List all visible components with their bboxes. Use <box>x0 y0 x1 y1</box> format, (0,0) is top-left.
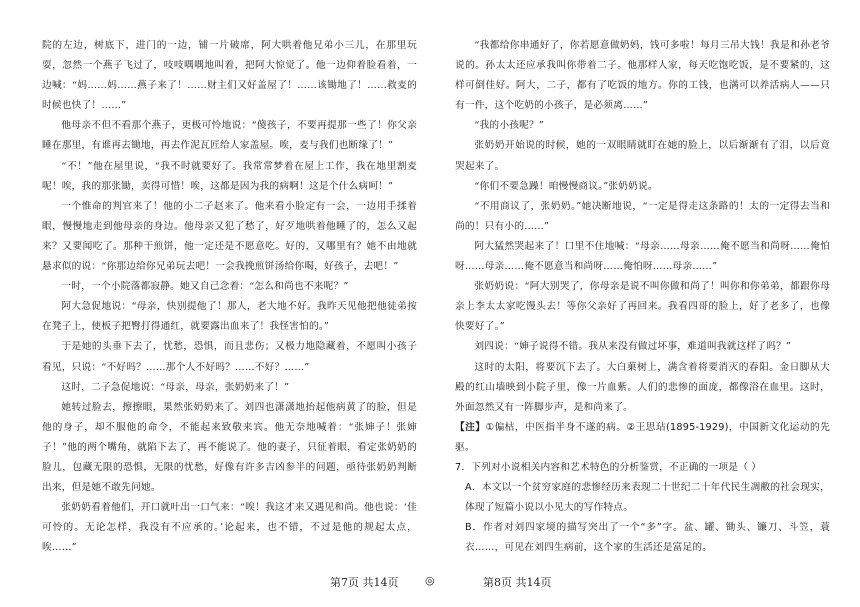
right-paragraph-3: 张奶奶开始说的时候，她的一双眼睛就盯在她的脸上，以后渐渐有了泪，以后竟哭起来了。 <box>455 140 830 172</box>
right-paragraph-1: “我都给你串通好了，你若愿意做奶妈，钱可多啦！每月三吊大钱！我是和孙老爷说的。孙太太还应承我叫你带着二子。他那样人家，每天吃饱吃饭，是不要紧的，这样可倒佳好。阿大，二子，都有了吃饭的地方。你的工钱，也满可以养活病人——只有一件，这个吃奶的小孩子，是必须离……” <box>455 40 830 112</box>
question-7: 7．下列对小说相关内容和艺术特色的分析鉴赏，不正确的一项是（ ） <box>455 461 762 473</box>
footer-page-left: 第7页 共14页 <box>330 576 399 589</box>
right-paragraph-9: 这时的太阳，将要沉下去了。大白菓树上，满含着将要消灭的春阳。金日脚从大殿的红山墙映到小院子里，像一片血紫。人们的悲惨的面庞，都像浴在血里。这时，外面忽然又有一阵脚步声，是和尚来了。 <box>455 361 830 413</box>
left-paragraph-10: 张奶奶看着他们，开口就叶出一口气来：“唉！我这才来又遇见和尚。他也说：‘佳可怜的。无论怎样，我没有不应承的。’论起来，也不错，不过是他的规起太点，唉……” <box>42 502 417 554</box>
note-text: ①偏枯，中医指半身不遂的病。②王思玷(1895-1929)，中国新文化运动的先驱。 <box>455 421 830 453</box>
right-paragraph-2: “我的小孩呢？” <box>474 120 545 132</box>
right-paragraph-7: 张奶奶说：“阿大别哭了，你母亲是说不叫你做和尚了！叫你和你弟弟，都跟你母亲上李太太家吃馒头去！等你父亲好了再回来。我看四哥的脸上，好了老多了，也像快要好了。” <box>455 281 830 333</box>
left-column <box>42 36 417 558</box>
right-paragraph-8: 刘四说：“婶子说得不错。我从来没有做过坏事，难道叫我就这样了吗？” <box>474 341 792 353</box>
footer-center-mark: ◎ <box>425 574 435 587</box>
right-paragraph-6: 阿大猛然哭起来了！口里不住地喊：“母亲……母亲……俺不愿当和尚呀……俺怕呀……母亲……俺不愿意当和尚呀……俺怕呀……母亲……” <box>455 240 830 273</box>
left-paragraph-4: 一个惟命的判官来了！他的小二子赵来了。他来看小脸定有一会，一边用手揉着眼，慢慢地走到他母亲的身边。他母亲又犯了愁了，好歹地哄着他睡了的，怎么又起来？又要闻吃了。那种干煎饼，他一定还是不愿意吃。好的，又哪里有？她不由地就悬求似的说：“你那边给你兄弟玩去吧！一会我挽煎饼汤给你喝，好孩子，去吧！” <box>42 200 417 273</box>
option-b: B．作者对刘四家境的描写突出了一个“多”字。盆、罐、锄头、镰刀、斗笠，蓑衣……，可见在刘四生病前，这个家的生活还是富足的。 <box>465 522 830 554</box>
option-a: A．本文以一个贫穷家庭的悲惨经历来表现二十世纪二十年代民生凋敝的社会现实，体现了短篇小说以小见大的写作特点。 <box>465 482 830 514</box>
left-paragraph-8: 这时，二子急促地说：“母亲，母亲，张奶奶来了！” <box>61 381 290 393</box>
left-paragraph-1: 院的左边，树底下，进门的一边，铺一片破席，阿大哄着他兄弟小三儿，在那里玩耍，忽然一个燕子飞过了，吱吱喁喁地叫着，把阿大惊觉了。他一边仰着脸看着，一边喊：“妈……妈……燕子来了！……财主们又好盖屋了！……该锄地了！……救麦的时候也快了！……” <box>42 40 417 112</box>
footer-page-right: 第8页 共14页 <box>483 576 552 589</box>
left-paragraph-3: “不！”他在屋里说，“我不时就要好了。我常常梦着在屋上工作，我在地里割麦呢！唉，我的那张锄，卖得可惜！唉，这都是因为我的病啊！这是个什么病呵！” <box>42 160 417 192</box>
left-paragraph-6: 阿大急促地说：“母亲，快别提他了！那人，老大地不好。我昨天见他把他徒弟按在凳子上，使板子把臀打得通红，就要露出血来了！我怪害怕的。” <box>42 301 417 333</box>
right-column <box>455 36 830 558</box>
left-paragraph-7: 于是她的头垂下去了，忧愁，恐惧，而且悲伤；又极力地隐藏着，不愿叫小孩子看见，只说：“不好吗？……那个人不好吗？……不好？……” <box>42 341 417 373</box>
left-paragraph-9: 她转过脸去，擦擦眼，果然张奶奶来了。刘四也潇潇地抬起他病黄了的脸，但是他的身子，却不服他的命令，不能起来致敬来宾。他无奈地喊着：“张婶子！张婶子！”他的两个嘴角，就陷下去了，再不能说了。他的妻子，只征着眼，看定张奶奶的脸儿，包藏无限的恐惧，无限的忧愁，好像有许多吉凶参半的问题，亟待张奶奶判断出来，但是她不敢先问她。 <box>42 401 417 494</box>
note-tag: 【注】 <box>455 421 486 433</box>
left-paragraph-5: 一时，一个小院落都寂静。她又自己念着：“怎么和尚也不来呢？” <box>61 281 349 293</box>
left-paragraph-2: 他母亲不但不看那个燕子，更极可怜地说：“傻孩子，不要再提那一些了！你父亲睡在那里，有谁再去锄地，再去作泥瓦匠给人家盖屋。唉，麦与我们也断缘了！” <box>42 120 417 152</box>
right-paragraph-5: “不用商议了，张奶奶。”她决断地说，“一定是得走这条路的！太的一定得去当和尚的！只有小的……” <box>455 200 830 232</box>
annotation-note <box>455 418 830 458</box>
right-paragraph-4: “你们不要急躁！咱慢慢商议。”张奶奶说。 <box>474 180 658 192</box>
